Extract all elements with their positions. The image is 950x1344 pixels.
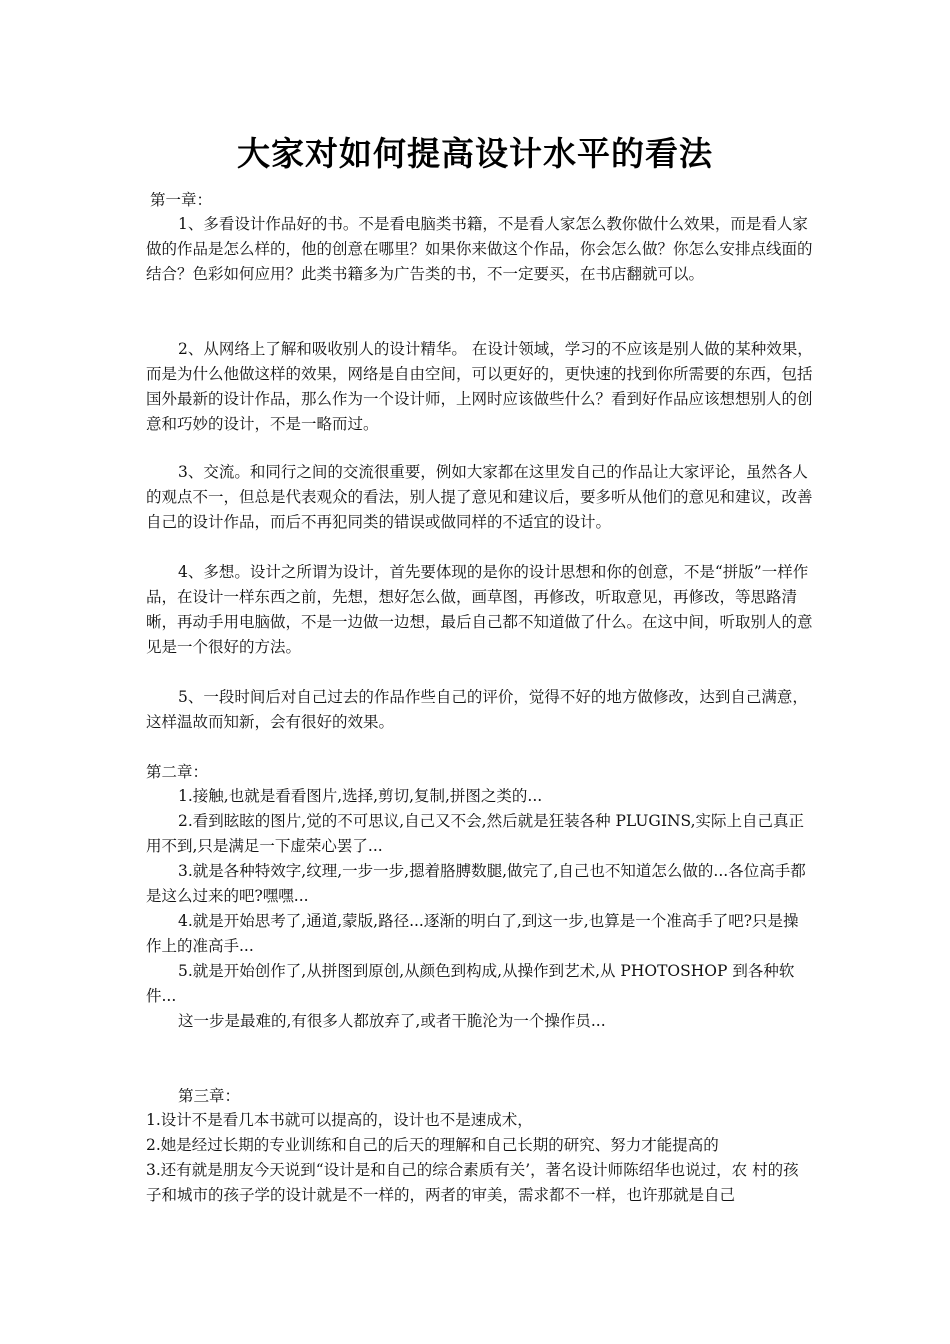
chapter1-paragraph-1: 1、多看设计作品好的书。不是看电脑类书籍，不是看人家怎么教你做什么效果，而是看人家做的作品是怎么样的，他的创意在哪里？如果你来做这个作品，你会怎么做？你怎么安排点线面的结合？色彩如何应用？此类书籍多为广告类的书，不一定要买，在书店翻就可以。 bbox=[146, 215, 813, 283]
chapter1-paragraph-4: 4、多想。设计之所谓为设计，首先要体现的是你的设计思想和你的创意，不是“拼版”一样作品，在设计一样东西之前，先想，想好怎么做，画草图，再修改，听取意见，再修改，等思路清晰，再动手用电脑做，不是一边做一边想，最后自己都不知道做了什么。在这中间，听取别人的意见是一个很好的方法。 bbox=[146, 563, 813, 656]
chapter1-heading: 第一章： bbox=[150, 191, 213, 209]
chapter3-item-2: 2.她是经过长期的专业训练和自己的后天的理解和自己长期的研究、努力才能提高的 bbox=[146, 1136, 719, 1154]
chapter2-item-5: 5.就是开始创作了,从拼图到原创,从颜色到构成,从操作到艺术,从 PHOTOSHOP 到各种软件... bbox=[146, 962, 795, 1005]
chapter1-paragraph-2: 2、从网络上了解和吸收别人的设计精华。 在设计领域，学习的不应该是别人做的某种效果，而是为什么他做这样的效果，网络是自由空间，可以更好的，更快速的找到你所需要的东西，包括国外最新的设计作品，那么作为一个设计师，上网时应该做些什么？看到好作品应该想想别人的创意和巧妙的设计，不是一略而过。 bbox=[146, 340, 813, 433]
chapter3-item-3: 3.还有就是朋友今天说到“设计是和自己的综合素质有关’，著名设计师陈绍华也说过，农 村的孩子和城市的孩子学的设计就是不一样的，两者的审美，需求都不一样，也许那就是自己 bbox=[146, 1161, 799, 1204]
chapter1-paragraph-3: 3、交流。和同行之间的交流很重要，例如大家都在这里发自己的作品让大家评论，虽然各人的观点不一，但总是代表观众的看法，别人提了意见和建议后，要多听从他们的意见和建议，改善自己的设计作品，而后不再犯同类的错误或做同样的不适宜的设计。 bbox=[146, 463, 813, 531]
page-title: 大家对如何提高设计水平的看法 bbox=[237, 134, 713, 173]
chapter2-item-6: 这一步是最难的,有很多人都放弃了,或者干脆沦为一个操作员... bbox=[178, 1012, 606, 1030]
chapter3-item-1: 1.设计不是看几本书就可以提高的，设计也不是速成术， bbox=[146, 1111, 533, 1129]
chapter2-item-3: 3.就是各种特效字,纹理,一步一步,摁着胳膊数腿,做完了,自己也不知道怎么做的...各位高手都是这么过来的吧?嘿嘿... bbox=[146, 862, 806, 905]
chapter3-heading: 第三章： bbox=[178, 1087, 241, 1105]
chapter2-item-1: 1.接触,也就是看看图片,选择,剪切,复制,拼图之类的... bbox=[178, 787, 543, 805]
chapter1-paragraph-5: 5、一段时间后对自己过去的作品作些自己的评价，觉得不好的地方做修改，达到自己满意，这样温故而知新，会有很好的效果。 bbox=[146, 688, 808, 731]
chapter2-item-2: 2.看到眩眩的图片,觉的不可思议,自己又不会,然后就是狂装各种 PLUGINS,实际上自己真正用不到,只是满足一下虚荣心罢了... bbox=[146, 812, 804, 855]
chapter2-heading: 第二章： bbox=[146, 763, 209, 781]
chapter2-item-4: 4.就是开始思考了,通道,蒙版,路径...逐渐的明白了,到这一步,也算是一个准高手了吧?只是操作上的准高手... bbox=[146, 912, 799, 955]
